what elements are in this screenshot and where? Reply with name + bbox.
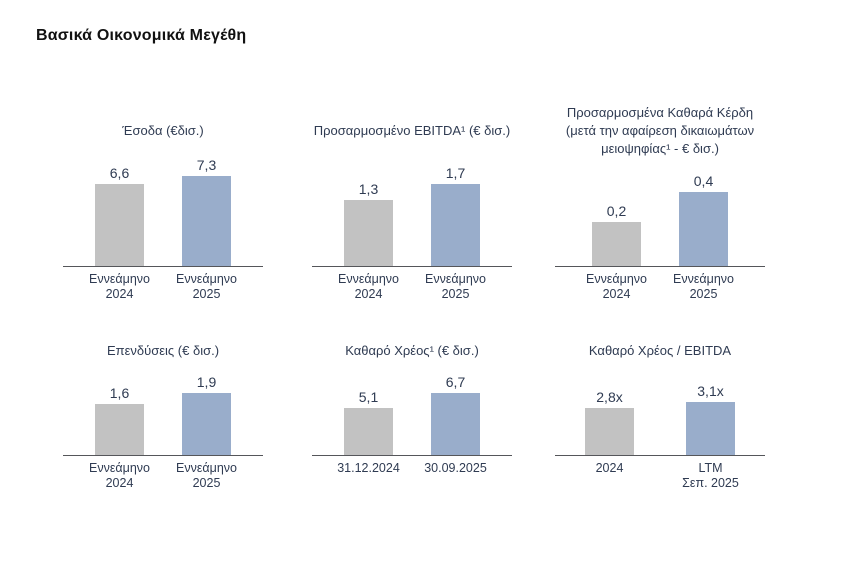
x-axis-label	[660, 272, 747, 303]
x-axis-label	[559, 461, 660, 492]
x-axis-label-line: 2025	[192, 476, 221, 491]
plot-area	[63, 364, 263, 456]
chart-title-line: Έσοδα (€δισ.)	[122, 123, 204, 139]
x-axis-label-line: 2024	[602, 287, 631, 302]
x-axis-label	[325, 272, 412, 303]
page-title: Βασικά Οικονομικά Μεγέθη	[36, 27, 247, 44]
chart-net-debt	[312, 338, 512, 476]
bar-2024	[95, 184, 144, 266]
x-axis-labels	[63, 461, 263, 492]
x-axis-label	[573, 272, 660, 303]
bar-2025	[679, 192, 728, 266]
bar-value-label: 1,6	[109, 385, 130, 401]
plot-area	[555, 364, 765, 456]
bar-ltm	[686, 402, 735, 455]
chart-net-debt-to-ebitda	[555, 338, 765, 492]
bar-value-label: 1,9	[196, 374, 217, 390]
x-axis-labels	[312, 272, 512, 303]
bar-2024	[344, 200, 393, 266]
chart-title	[63, 100, 263, 162]
bar-value-label: 7,3	[196, 157, 217, 173]
x-axis-label	[163, 461, 250, 492]
bar-group-2024	[592, 203, 641, 266]
x-axis-label-line: Εννεάμηνο	[176, 461, 237, 475]
x-axis-label-line: Εννεάμηνο	[89, 272, 150, 286]
bar-value-label: 5,1	[358, 389, 379, 405]
x-axis-label-line: 2025	[192, 287, 221, 302]
x-axis-label-line: 2025	[441, 287, 470, 302]
bar-value-label: 3,1x	[697, 383, 724, 399]
bar-group-2025	[679, 173, 728, 266]
x-axis-label-line: 2024	[595, 461, 624, 475]
bar-value-label: 6,7	[445, 374, 466, 390]
bar-value-label: 1,3	[358, 181, 379, 197]
x-axis-label	[325, 461, 412, 476]
bar-group-2025	[182, 157, 231, 266]
bar-group-2025	[431, 165, 480, 266]
x-axis-label	[412, 272, 499, 303]
x-axis-label-line: Εννεάμηνο	[338, 272, 399, 286]
x-axis-label-line: Εννεάμηνο	[176, 272, 237, 286]
bar-value-label: 6,6	[109, 165, 130, 181]
chart-adjusted-net-profit	[555, 100, 765, 303]
x-axis-label-line: 2024	[105, 287, 134, 302]
x-axis-label-line: Σεπ. 2025	[682, 476, 739, 491]
x-axis-label-line: LTM	[698, 461, 723, 475]
bar-value-label: 1,7	[445, 165, 466, 181]
x-axis-label-line: 2025	[689, 287, 718, 302]
plot-area	[63, 157, 263, 267]
plot-area	[312, 364, 512, 456]
chart-title-line: Επενδύσεις (€ δισ.)	[106, 343, 220, 359]
x-axis-label	[76, 461, 163, 492]
x-axis-label	[163, 272, 250, 303]
bar-2024	[95, 404, 144, 455]
x-axis-label-line: Εννεάμηνο	[89, 461, 150, 475]
bar-group-2024	[95, 385, 144, 455]
chart-title-line: Καθαρό Χρέος¹ (€ δισ.)	[345, 343, 479, 359]
x-axis-label	[412, 461, 499, 476]
chart-title-line: Καθαρό Χρέος / EBITDA	[588, 343, 732, 359]
bar-group-2025	[182, 374, 231, 455]
x-axis-label-line: Εννεάμηνο	[586, 272, 647, 286]
plot-area	[555, 162, 765, 267]
chart-title	[555, 100, 765, 162]
chart-title	[312, 100, 512, 162]
chart-title-line: μειοψηφίας¹ - € δισ.)	[601, 140, 719, 156]
x-axis-labels	[555, 461, 765, 492]
bar-2024	[592, 222, 641, 266]
bar-2025	[431, 184, 480, 266]
plot-area	[312, 162, 512, 267]
x-axis-label	[76, 272, 163, 303]
x-axis-labels	[63, 272, 263, 303]
chart-title	[555, 338, 765, 364]
bar-group-2024	[344, 389, 393, 455]
x-axis-labels	[555, 272, 765, 303]
bar-2024	[585, 408, 634, 455]
bar-group-2024	[585, 389, 634, 455]
bar-group-2024	[344, 181, 393, 266]
bar-value-label: 0,2	[606, 203, 627, 219]
chart-title-line: Προσαρμοσμένο EBITDA¹ (€ δισ.)	[313, 123, 511, 139]
chart-title	[63, 338, 263, 364]
bar-value-label: 0,4	[693, 173, 714, 189]
chart-capex	[63, 338, 263, 492]
chart-title-line: (μετά την αφαίρεση δικαιωμάτων	[565, 123, 755, 139]
chart-title	[312, 338, 512, 364]
bar-2024	[344, 408, 393, 455]
bar-2025	[182, 393, 231, 455]
chart-revenue	[63, 100, 263, 303]
x-axis-labels	[312, 461, 512, 476]
bar-2025	[182, 176, 231, 266]
bar-value-label: 2,8x	[596, 389, 623, 405]
x-axis-label	[660, 461, 761, 492]
x-axis-label-line: 2024	[354, 287, 383, 302]
bar-2025	[431, 393, 480, 455]
bar-group-ltm	[686, 383, 735, 455]
x-axis-label-line: 31.12.2024	[337, 461, 400, 475]
bar-group-2025	[431, 374, 480, 455]
x-axis-label-line: 30.09.2025	[424, 461, 487, 475]
x-axis-label-line: Εννεάμηνο	[425, 272, 486, 286]
x-axis-label-line: Εννεάμηνο	[673, 272, 734, 286]
bar-group-2024	[95, 165, 144, 266]
x-axis-label-line: 2024	[105, 476, 134, 491]
chart-title-line: Προσαρμοσμένα Καθαρά Κέρδη	[566, 105, 754, 121]
chart-adjusted-ebitda	[312, 100, 512, 303]
